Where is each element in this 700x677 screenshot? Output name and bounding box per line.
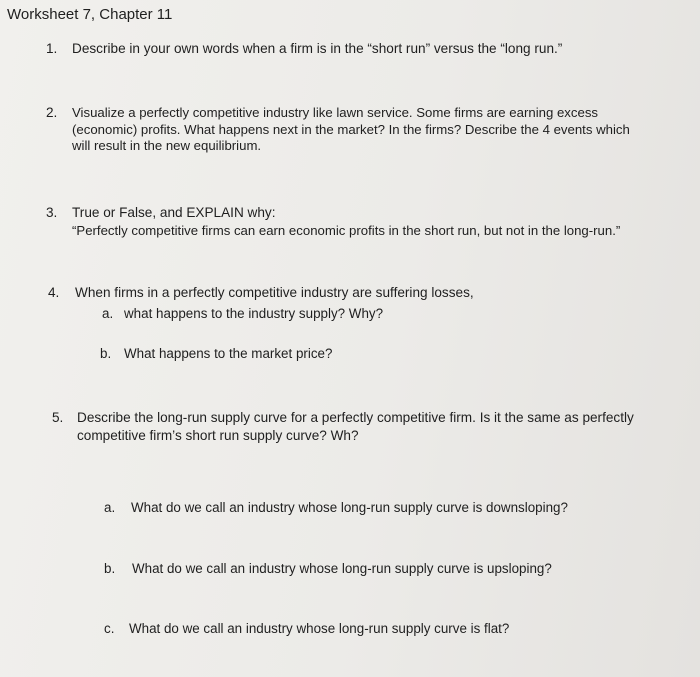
- question-5-line-1: Describe the long-run supply curve for a perfectly competitive firm. Is it the same as perfectly: [77, 410, 634, 425]
- question-1-text: Describe in your own words when a firm is in the “short run” versus the “long run.”: [72, 41, 563, 56]
- question-2-line-2: (economic) profits. What happens next in the market? In the firms? Describe the 4 events which: [72, 122, 630, 137]
- question-2-number: 2.: [46, 105, 58, 120]
- question-3-number: 3.: [46, 205, 58, 220]
- question-3-line-2: “Perfectly competitive firms can earn economic profits in the short run, but not in the long-run.”: [72, 223, 621, 238]
- question-5a-text: What do we call an industry whose long-run supply curve is downsloping?: [131, 500, 568, 515]
- question-5a-letter: a.: [104, 500, 116, 515]
- question-5b-text: What do we call an industry whose long-run supply curve is upsloping?: [132, 561, 552, 576]
- question-5c-letter: c.: [104, 621, 115, 636]
- question-4a-text: what happens to the industry supply? Why?: [124, 306, 384, 321]
- question-4b-letter: b.: [100, 346, 112, 361]
- question-2-line-1: Visualize a perfectly competitive industry like lawn service. Some firms are earning excess: [72, 105, 599, 120]
- question-2-line-3: will result in the new equilibrium.: [72, 138, 262, 153]
- question-4-text: When firms in a perfectly competitive industry are suffering losses,: [75, 285, 474, 300]
- question-5-line-2: competitive firm’s short run supply curve? Wh?: [77, 428, 359, 443]
- question-5-number: 5.: [52, 410, 64, 425]
- question-3-line-1: True or False, and EXPLAIN why:: [72, 205, 276, 220]
- worksheet-title: Worksheet 7, Chapter 11: [7, 6, 173, 23]
- question-5b-letter: b.: [104, 561, 116, 576]
- question-1-number: 1.: [46, 41, 58, 56]
- question-4-number: 4.: [48, 285, 60, 300]
- question-5c-text: What do we call an industry whose long-run supply curve is flat?: [129, 621, 510, 636]
- question-4b-text: What happens to the market price?: [124, 346, 333, 361]
- question-4a-letter: a.: [102, 306, 114, 321]
